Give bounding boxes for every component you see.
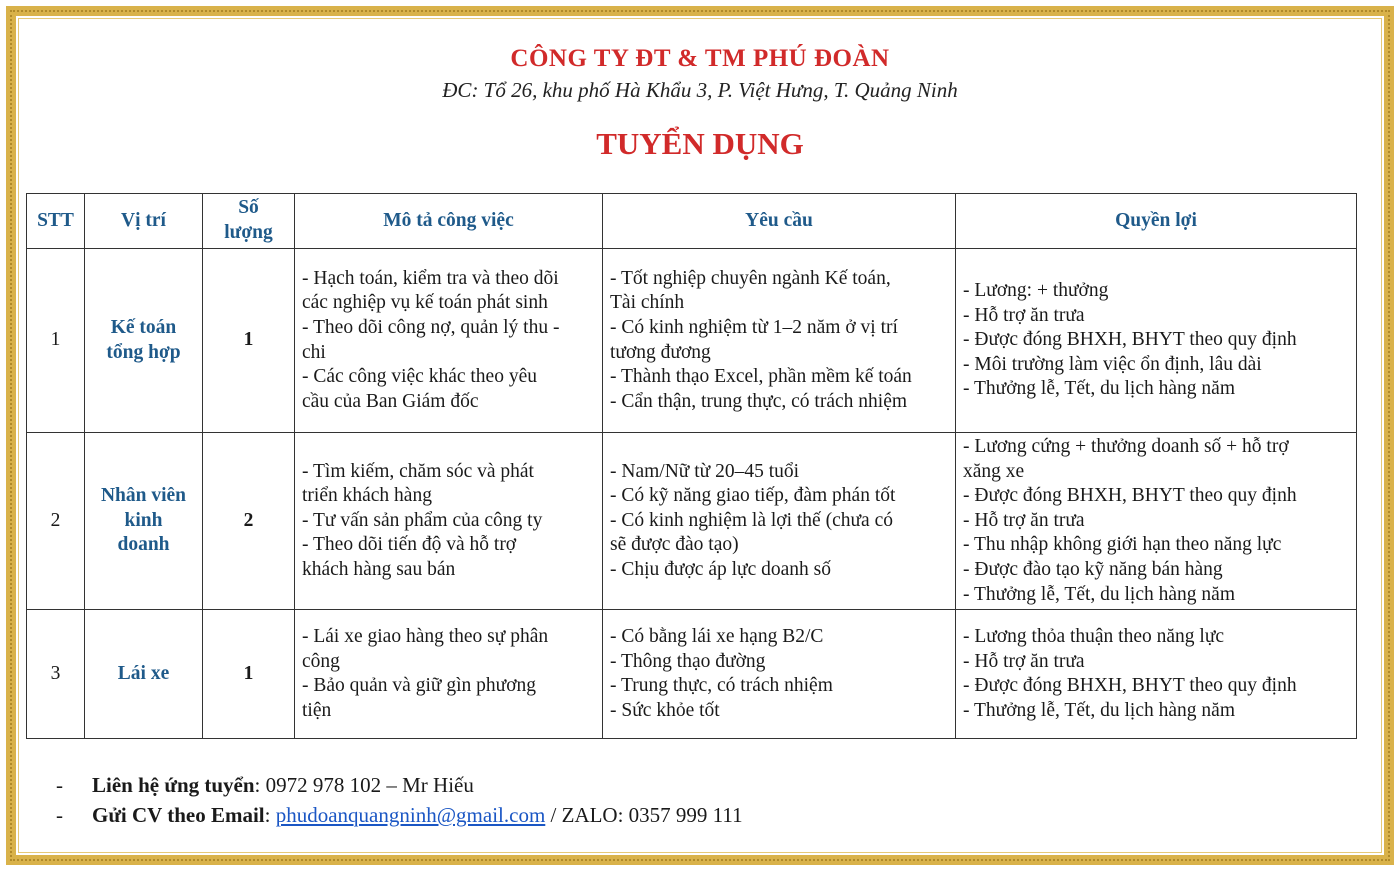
position-quantity: 1 [203, 249, 295, 433]
job-description [295, 249, 603, 433]
requirement-line: - Chịu được áp lực doanh số [610, 558, 831, 580]
column-header-quantity-line1: Số [238, 197, 259, 219]
description-line: công [302, 650, 340, 672]
description-line: - Tìm kiếm, chăm sóc và phát [302, 460, 534, 482]
table-row [27, 249, 1357, 433]
row-number: 1 [27, 249, 85, 433]
benefit-line: - Được đóng BHXH, BHYT theo quy định [963, 329, 1297, 351]
benefit-line: - Thưởng lễ, Tết, du lịch hàng năm [963, 583, 1235, 605]
row-number: 2 [27, 433, 85, 610]
table-row [27, 433, 1357, 610]
company-address: ĐC: Tổ 26, khu phố Hà Khẩu 3, P. Việt Hưng, T. Quảng Ninh [442, 78, 958, 102]
bullet-dash: - [56, 803, 63, 827]
column-header-quantity-line2: lượng [224, 222, 273, 243]
job-requirements [603, 249, 956, 433]
benefit-line: - Hỗ trợ ăn trưa [963, 650, 1085, 672]
column-header-stt: STT [27, 194, 85, 249]
job-description [295, 610, 603, 739]
page-title: TUYỂN DỤNG [596, 126, 804, 161]
benefit-line: - Hỗ trợ ăn trưa [963, 304, 1085, 326]
position-name-line: Nhân viên [100, 485, 187, 507]
cv-row [56, 800, 743, 830]
description-line: - Bảo quản và giữ gìn phương [302, 675, 536, 697]
requirement-line: - Thành thạo Excel, phần mềm kế toán [610, 366, 912, 388]
requirement-line: - Thông thạo đường [610, 650, 766, 672]
description-line: triển khách hàng [302, 485, 432, 507]
benefit-line: - Thu nhập không giới hạn theo năng lực [963, 534, 1282, 556]
benefit-line: - Được đào tạo kỹ năng bán hàng [963, 558, 1223, 580]
email-link[interactable]: phudoanquangninh@gmail.com [275, 803, 546, 827]
description-line: - Theo dõi công nợ, quản lý thu - [302, 316, 560, 338]
position-name-line: kinh [124, 509, 163, 531]
requirement-line: - Nam/Nữ từ 20–45 tuổi [610, 460, 800, 482]
position-name-line: tổng hợp [106, 341, 181, 363]
benefit-line: - Được đóng BHXH, BHYT theo quy định [963, 485, 1297, 507]
contact-phone: : 0972 978 102 – Mr Hiếu [254, 773, 474, 797]
contact-label: Liên hệ ứng tuyển [92, 773, 255, 797]
requirement-line: - Có kinh nghiệm là lợi thế (chưa có [610, 509, 893, 531]
requirement-line: - Trung thực, có trách nhiệm [610, 675, 833, 697]
description-line: khách hàng sau bán [302, 558, 456, 580]
company-name: CÔNG TY ĐT & TM PHÚ ĐOÀN [510, 45, 890, 72]
position-name [85, 433, 203, 610]
benefit-line: - Lương: + thưởng [963, 280, 1109, 302]
job-benefits [956, 433, 1357, 610]
row-number: 3 [27, 610, 85, 739]
zalo-contact: / ZALO: 0357 999 111 [545, 803, 743, 827]
position-name-line: Lái xe [117, 662, 170, 684]
position-quantity: 2 [203, 433, 295, 610]
contact-footer [56, 770, 743, 830]
column-header-quantity [203, 194, 295, 249]
benefit-line: - Được đóng BHXH, BHYT theo quy định [963, 675, 1297, 697]
job-requirements [603, 433, 956, 610]
job-benefits [956, 249, 1357, 433]
description-line: - Theo dõi tiến độ và hỗ trợ [302, 534, 517, 556]
requirement-line: Tài chính [610, 292, 685, 314]
position-name [85, 249, 203, 433]
cv-separator: : [264, 803, 276, 827]
description-line: các nghiệp vụ kế toán phát sinh [302, 292, 548, 314]
job-requirements [603, 610, 956, 739]
cv-label: Gửi CV theo Email [92, 803, 265, 827]
table-header-row [27, 194, 1357, 249]
position-name-line: Kế toán [110, 316, 177, 338]
benefit-line: - Lương cứng + thưởng doanh số + hỗ trợ [963, 436, 1289, 457]
benefit-line: - Thưởng lễ, Tết, du lịch hàng năm [963, 378, 1235, 400]
job-benefits [956, 610, 1357, 739]
description-line: chi [302, 341, 326, 363]
position-quantity: 1 [203, 610, 295, 739]
requirement-line: tương đương [610, 341, 711, 363]
document-header [0, 44, 1400, 164]
table-body [27, 249, 1357, 739]
benefit-line: - Thưởng lễ, Tết, du lịch hàng năm [963, 699, 1235, 721]
requirement-line: - Có bằng lái xe hạng B2/C [610, 625, 824, 647]
requirement-line: - Tốt nghiệp chuyên ngành Kế toán, [610, 267, 891, 289]
benefit-line: xăng xe [963, 460, 1025, 482]
description-line: cầu của Ban Giám đốc [302, 390, 479, 412]
requirement-line: - Sức khỏe tốt [610, 699, 720, 721]
description-line: - Hạch toán, kiểm tra và theo dõi [302, 267, 559, 289]
position-name-line: doanh [117, 534, 170, 556]
description-line: - Các công việc khác theo yêu [302, 366, 537, 388]
requirement-line: sẽ được đào tạo) [610, 534, 739, 556]
bullet-dash: - [56, 773, 63, 797]
requirement-line: - Có kinh nghiệm từ 1–2 năm ở vị trí [610, 316, 898, 338]
benefit-line: - Lương thỏa thuận theo năng lực [963, 625, 1225, 647]
column-header-benefits: Quyền lợi [956, 194, 1357, 249]
contact-row [56, 770, 743, 800]
requirement-line: - Có kỹ năng giao tiếp, đàm phán tốt [610, 485, 896, 507]
table-row [27, 610, 1357, 739]
benefit-line: - Môi trường làm việc ổn định, lâu dài [963, 353, 1262, 375]
job-table [26, 193, 1357, 739]
job-description [295, 433, 603, 610]
position-name [85, 610, 203, 739]
description-line: tiện [302, 699, 332, 721]
column-header-position: Vị trí [85, 194, 203, 249]
column-header-requirements: Yêu cầu [603, 194, 956, 249]
requirement-line: - Cẩn thận, trung thực, có trách nhiệm [610, 390, 908, 412]
description-line: - Lái xe giao hàng theo sự phân [302, 625, 549, 647]
benefit-line: - Hỗ trợ ăn trưa [963, 509, 1085, 531]
column-header-description: Mô tả công việc [295, 194, 603, 249]
description-line: - Tư vấn sản phẩm của công ty [302, 509, 543, 531]
